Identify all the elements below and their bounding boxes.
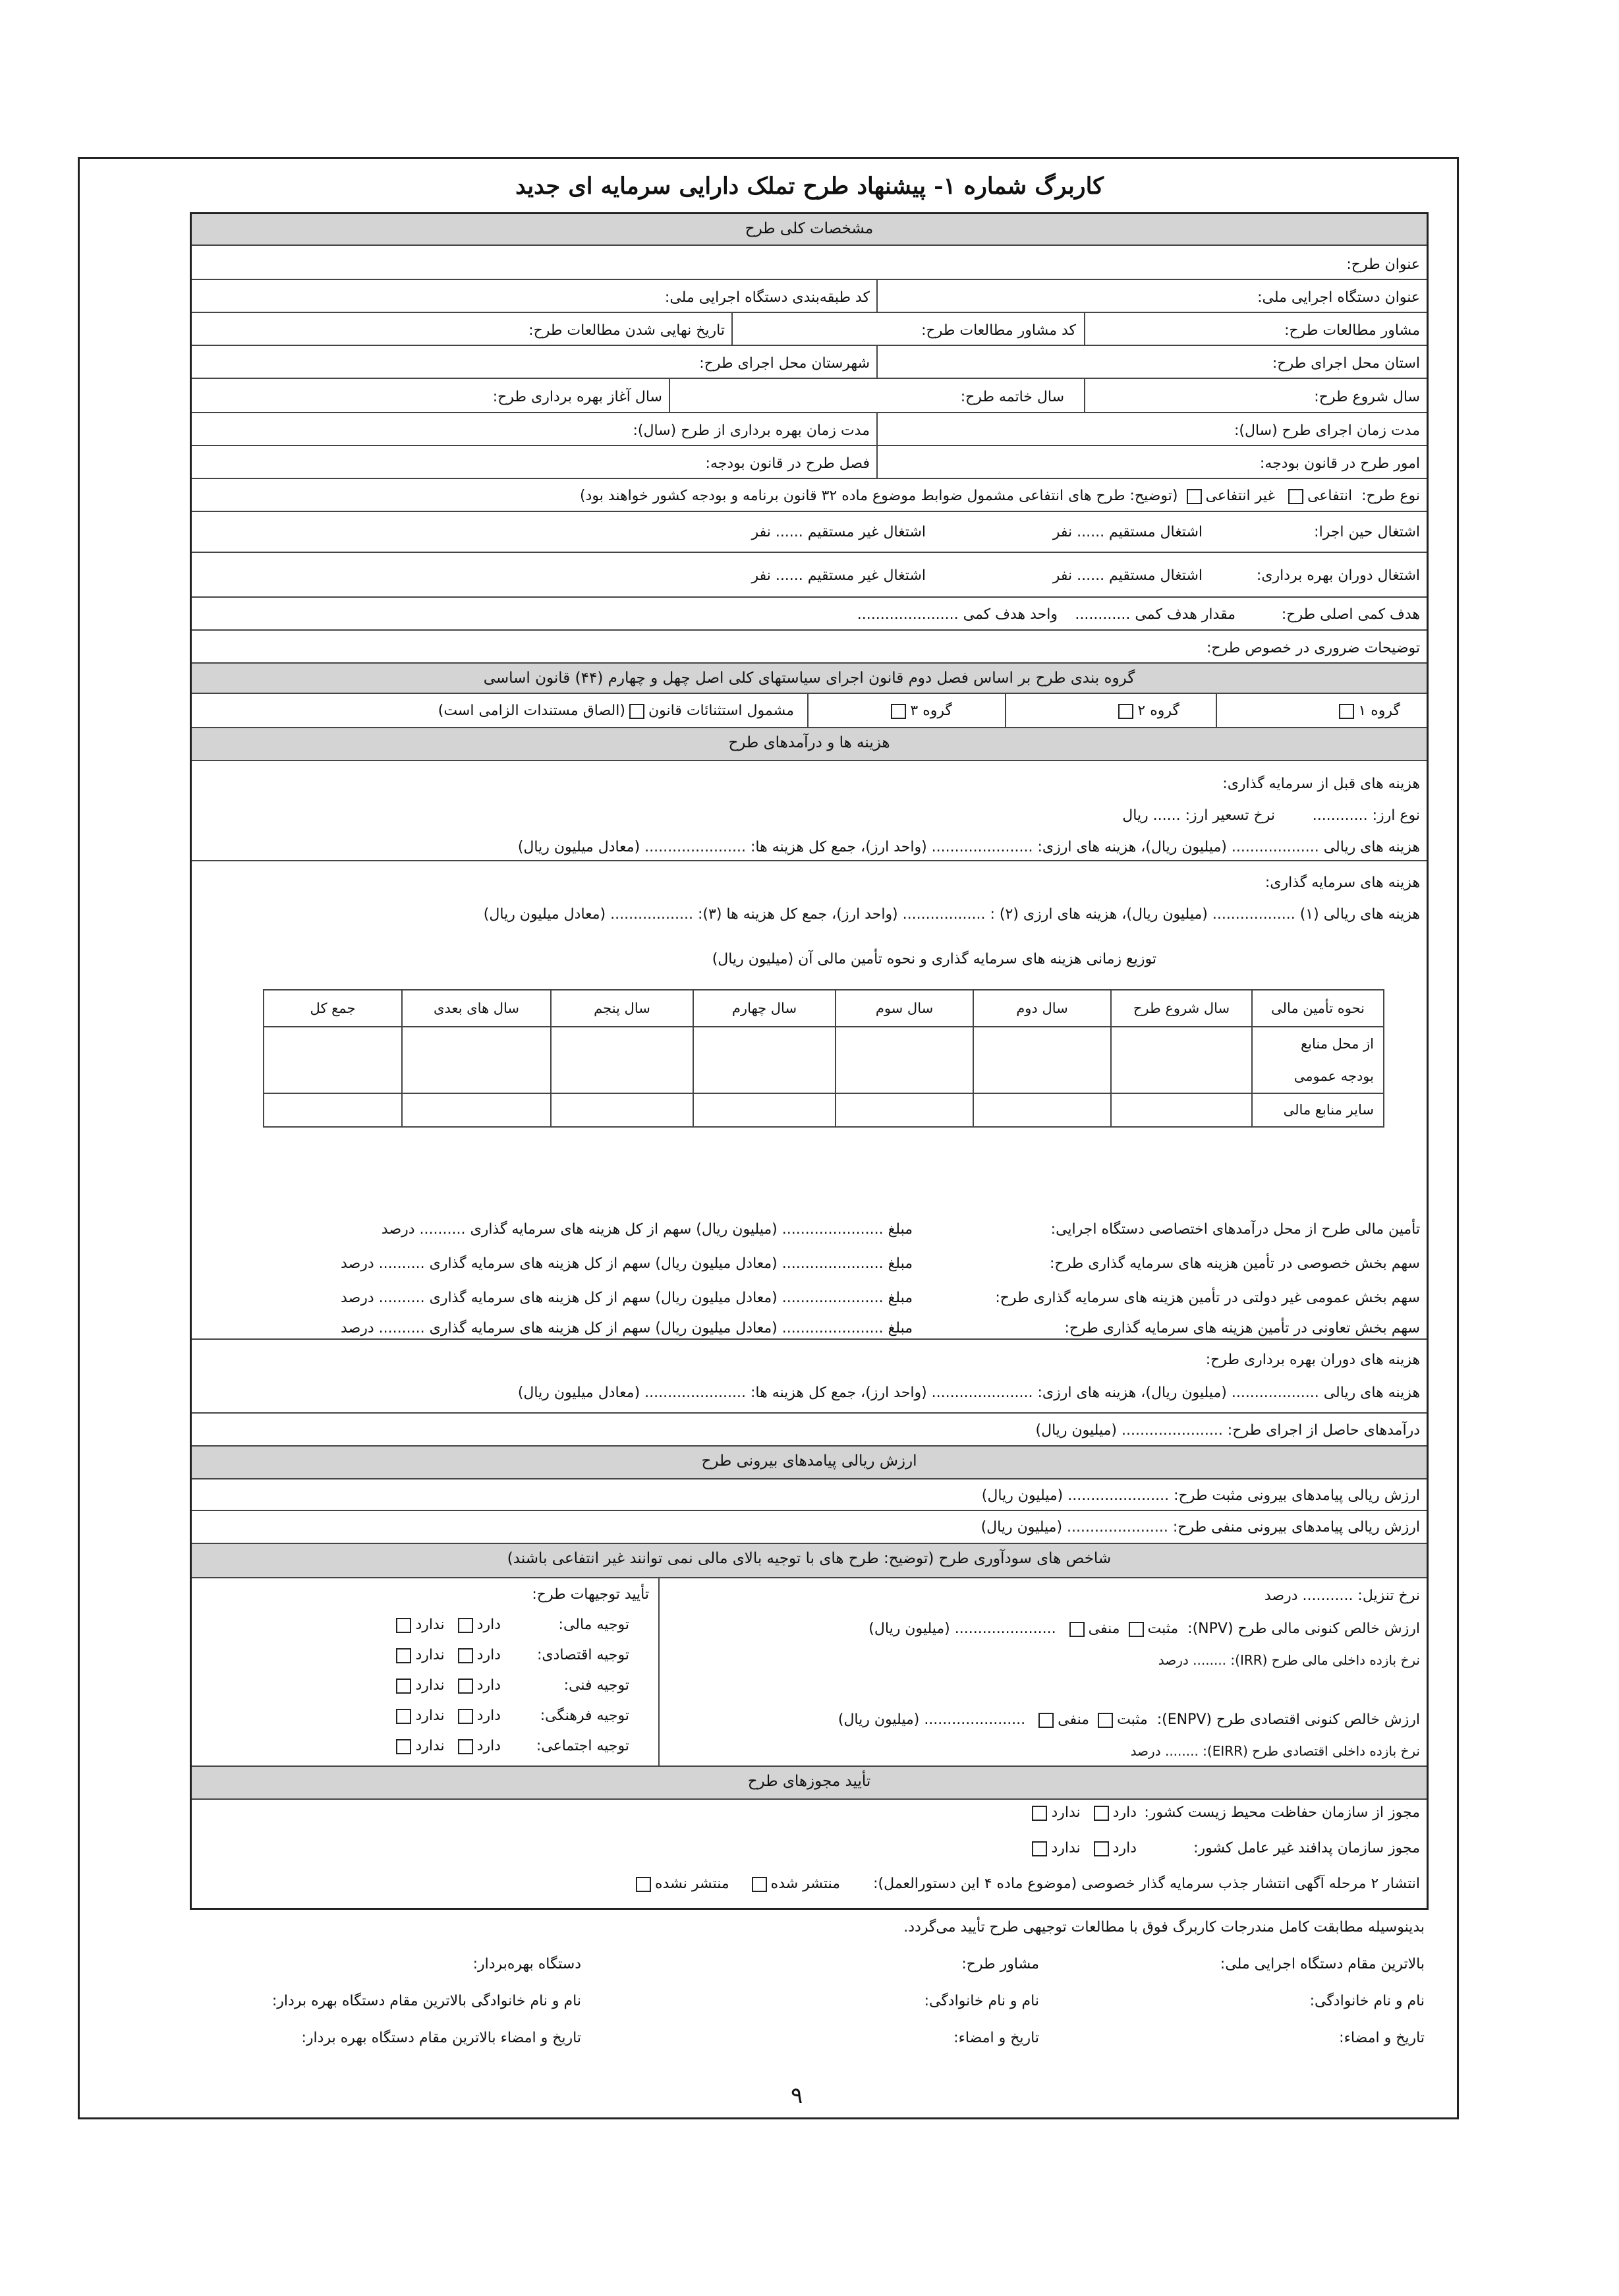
budget-chapter-label: فصل طرح در قانون بودجه: <box>705 455 870 472</box>
financial-hasnot-checkbox[interactable] <box>396 1618 411 1633</box>
section-profitability-header <box>192 1544 1427 1578</box>
type-profit-label: انتفاعی <box>1307 488 1353 504</box>
npv-negative-label: منفی <box>1088 1621 1120 1637</box>
table-cell[interactable] <box>551 1027 693 1093</box>
operation-start-label: سال آغاز بهره برداری طرح: <box>492 389 662 405</box>
table-header: سال شروع طرح <box>1111 990 1252 1027</box>
exchange-rate: نرخ تسعیر ارز: ...... ریال <box>1122 807 1275 824</box>
justif-options-cultural <box>392 1708 501 1724</box>
enpv-negative-label: منفی <box>1058 1711 1090 1728</box>
row-employment-exec <box>192 512 1427 553</box>
project-title-label: عنوان طرح: <box>1346 256 1420 273</box>
npv-positive-checkbox[interactable] <box>1129 1622 1144 1637</box>
row-target <box>192 598 1427 631</box>
duration-label: مدت زمان اجرای طرح (سال): <box>1234 422 1420 439</box>
group1-cell <box>1216 694 1427 727</box>
table-cell[interactable] <box>1111 1027 1252 1093</box>
exceptions-option <box>438 703 794 719</box>
section-external-header <box>192 1447 1427 1479</box>
row-external-positive <box>192 1479 1427 1511</box>
permit-env-label: مجوز از سازمان حفاظت محیط زیست کشور: <box>1144 1804 1420 1821</box>
table-header: سال چهارم <box>693 990 836 1027</box>
defense-has-checkbox[interactable] <box>1094 1841 1109 1856</box>
justif-label-economic: توجیه اقتصادی: <box>537 1647 629 1663</box>
agency-title-cell <box>876 280 1427 312</box>
finance-label-1: تأمین مالی طرح از محل درآمدهای اختصاصی دستگاه اجرایی: <box>1050 1221 1420 1238</box>
type-profit-checkbox[interactable] <box>1288 489 1303 504</box>
justif-label-social: توجیه اجتماعی: <box>536 1738 629 1754</box>
economic-hasnot-checkbox[interactable] <box>396 1648 411 1663</box>
table-row <box>264 1027 1384 1060</box>
form-title: کاربرگ شماره ۱- پیشنهاد طرح تملک دارایی سرمایه ای جدید <box>515 173 1104 200</box>
section-title: مشخصات کلی طرح <box>745 220 874 237</box>
exceptions-note: (الصاق مستندات الزامی است) <box>438 703 625 719</box>
row-project-title <box>192 246 1427 280</box>
pre-costs-line: هزینه های ریالی ................... (میلیون ریال)، هزینه های ارزی: ...................... (واحد ارز)، جمع کل هزینه ها: ...................... (معادل میلیون ریال) <box>517 839 1420 855</box>
hasnot-label: ندارد <box>1051 1804 1081 1821</box>
signer-consultant-name: نام و نام خانوادگی: <box>924 1993 1039 2009</box>
social-hasnot-checkbox[interactable] <box>396 1739 411 1754</box>
section-title: هزینه ها و درآمدهای طرح <box>728 734 890 751</box>
justif-options-technical <box>392 1677 501 1694</box>
permit-env-options <box>1028 1804 1137 1821</box>
consultant-code-label: کد مشاور مطالعات طرح: <box>921 322 1076 339</box>
table-cell[interactable] <box>264 1093 402 1127</box>
table-cell[interactable] <box>264 1027 402 1093</box>
agency-title-label: عنوان دستگاه اجرایی ملی: <box>1257 289 1420 306</box>
profitability-block <box>192 1578 1427 1767</box>
enpv-label: ارزش خالص کنونی اقتصادی طرح (ENPV): <box>1156 1711 1420 1728</box>
group2-option <box>1114 703 1179 719</box>
hasnot-label: ندارد <box>415 1738 445 1754</box>
justification-title: تأیید توجیهات طرح: <box>532 1586 649 1603</box>
end-year-label: سال خاتمه طرح: <box>960 389 1064 405</box>
signer-agency-title: بالاترین مقام دستگاه اجرایی ملی: <box>1220 1956 1425 1972</box>
group3-checkbox[interactable] <box>891 704 906 719</box>
row-consultant <box>192 313 1427 346</box>
type-line <box>580 488 1420 504</box>
table-header: سال سوم <box>836 990 973 1027</box>
justif-options-social <box>392 1738 501 1754</box>
enpv-value: ...................... (میلیون ریال) <box>838 1711 1026 1728</box>
justif-label-cultural: توجیه فرهنگی: <box>540 1708 629 1724</box>
section-grouping-header <box>192 664 1427 694</box>
npv-positive-label: مثبت <box>1147 1621 1179 1637</box>
duration-cell <box>876 413 1427 445</box>
consultant-code-cell <box>731 313 1084 345</box>
irr-line: نرخ بازده داخلی مالی طرح (IRR): ........ درصد <box>1158 1652 1420 1668</box>
finance-label-4: سهم بخش تعاونی در تأمین هزینه های سرمایه گذاری طرح: <box>1064 1320 1420 1336</box>
has-label: دارد <box>1112 1840 1137 1856</box>
group2-cell <box>1005 694 1216 727</box>
finance-value-1: مبلغ ...................... (میلیون ریال) سهم از کل هزینه های سرمایه گذاری .......... درصد <box>381 1221 913 1238</box>
revenue-line: درآمدهای حاصل از اجرای طرح: ...................... (میلیون ریال) <box>1035 1422 1420 1439</box>
has-label: دارد <box>476 1647 501 1663</box>
cost-distribution-table <box>263 989 1384 1128</box>
justif-label-financial: توجیه مالی: <box>558 1617 629 1633</box>
row-employment-op <box>192 553 1427 598</box>
cultural-has-checkbox[interactable] <box>458 1709 473 1724</box>
dist-title: توزیع زمانی هزینه های سرمایه گذاری و نحوه تأمین مالی آن (میلیون ریال) <box>712 951 1156 967</box>
row-external-negative <box>192 1511 1427 1544</box>
page-number: ۹ <box>791 2082 803 2109</box>
hasnot-label: ندارد <box>415 1677 445 1694</box>
investment-block <box>192 861 1427 1340</box>
justif-options-economic <box>392 1647 501 1663</box>
has-label: دارد <box>1112 1804 1137 1821</box>
signer-agency-name: نام و نام خانوادگی: <box>1309 1993 1425 2009</box>
group3-label: گروه ۳ <box>910 703 952 719</box>
consultant-label: مشاور مطالعات طرح: <box>1284 322 1420 339</box>
indices-cell <box>658 1578 1427 1765</box>
table-cell[interactable] <box>402 1027 551 1093</box>
table-cell[interactable] <box>836 1093 973 1127</box>
start-year-cell <box>1084 379 1427 412</box>
op-costs-label: هزینه های دوران بهره برداری طرح: <box>1205 1352 1420 1368</box>
operation-costs-block <box>192 1340 1427 1414</box>
row-agency <box>192 280 1427 313</box>
signer-operator-title: دستگاه بهره‌بردار: <box>472 1956 581 1972</box>
finance-label-2: سهم بخش خصوصی در تأمین هزینه های سرمایه گذاری طرح: <box>1049 1255 1420 1272</box>
permits-box <box>190 1796 1429 1910</box>
budget-affairs-label: امور طرح در قانون بودجه: <box>1259 455 1420 472</box>
section-title: گروه بندی طرح بر اساس فصل دوم قانون اجرای سیاستهای کلی اصل چهل و چهارم (۴۴) قانون اساسی <box>483 670 1135 687</box>
table-header: سال دوم <box>973 990 1111 1027</box>
employment-exec-direct: اشتغال مستقیم ...... نفر <box>1052 524 1203 540</box>
employment-op-label: اشتغال دوران بهره برداری: <box>1256 567 1420 584</box>
agency-code-label: کد طبقه‌بندی دستگاه اجرایی ملی: <box>664 289 870 306</box>
notes-label: توضیحات ضروری در خصوص طرح: <box>1206 640 1420 656</box>
hasnot-label: ندارد <box>415 1708 445 1724</box>
has-label: دارد <box>476 1617 501 1633</box>
technical-has-checkbox[interactable] <box>458 1679 473 1694</box>
group2-checkbox[interactable] <box>1118 704 1133 719</box>
table-cell[interactable] <box>973 1027 1111 1093</box>
has-label: دارد <box>476 1708 501 1724</box>
env-has-checkbox[interactable] <box>1094 1806 1109 1821</box>
pre-investment-block <box>192 761 1427 861</box>
table-cell[interactable] <box>1111 1093 1252 1127</box>
table-cell[interactable] <box>402 1093 551 1127</box>
signer-operator-name: نام و نام خانوادگی بالاترین مقام دستگاه بهره بردار: <box>271 1993 581 2009</box>
economic-has-checkbox[interactable] <box>458 1648 473 1663</box>
external-negative: ارزش ریالی پیامدهای بیرونی منفی طرح: ...................... (میلیون ریال) <box>980 1519 1420 1535</box>
row-budget <box>192 446 1427 479</box>
start-year-label: سال شروع طرح: <box>1314 389 1420 405</box>
invest-label: هزینه های سرمایه گذاری: <box>1264 875 1420 891</box>
group2-label: گروه ۲ <box>1137 703 1179 719</box>
currency-type: نوع ارز: ............ <box>1312 807 1420 824</box>
group3-option <box>887 703 952 719</box>
table-header: نحوه تأمین مالی <box>1252 990 1384 1027</box>
signer-consultant-title: مشاور طرح: <box>961 1956 1039 1972</box>
group1-checkbox[interactable] <box>1339 704 1354 719</box>
type-note: (توضیح: طرح های انتفاعی مشمول ضوابط موضوع ماده ۳۲ قانون برنامه و بودجه کشور خواهند بود) <box>579 488 1178 504</box>
has-label: دارد <box>476 1738 501 1754</box>
type-nonprofit-checkbox[interactable] <box>1187 489 1202 504</box>
county-label: شهرستان محل اجرای طرح: <box>699 355 870 372</box>
exceptions-checkbox[interactable] <box>629 704 644 719</box>
operation-duration-label: مدت زمان بهره برداری از طرح (سال): <box>633 422 870 439</box>
row-location <box>192 346 1427 379</box>
signer-operator-date: تاریخ و امضاء بالاترین مقام دستگاه بهره بردار: <box>301 2030 581 2046</box>
npv-negative-checkbox[interactable] <box>1069 1622 1085 1637</box>
hasnot-label: ندارد <box>415 1617 445 1633</box>
finance-value-3: مبلغ ...................... (معادل میلیون ریال) سهم از کل هزینه های سرمایه گذاری .......... درصد <box>341 1290 913 1306</box>
permit-publish-label: انتشار ۲ مرحله آگهی انتشار جذب سرمایه گذار خصوصی (موضوع ماده ۴ این دستورالعمل): <box>873 1876 1420 1892</box>
enpv-negative-checkbox[interactable] <box>1038 1713 1054 1728</box>
justif-options-financial <box>392 1617 501 1633</box>
form-body <box>190 212 1429 1796</box>
row-duration <box>192 413 1427 446</box>
published-label: منتشر شده <box>770 1876 840 1892</box>
section-costs-header <box>192 728 1427 761</box>
financial-has-checkbox[interactable] <box>458 1618 473 1633</box>
type-label: نوع طرح: <box>1361 488 1420 504</box>
cultural-hasnot-checkbox[interactable] <box>396 1709 411 1724</box>
row-type <box>192 479 1427 512</box>
table-cell[interactable] <box>836 1027 973 1093</box>
section-general-header <box>192 214 1427 246</box>
exceptions-label: مشمول استثنائات قانون <box>648 703 794 719</box>
not-published-label: منتشر نشده <box>655 1876 729 1892</box>
type-nonprofit-label: غیر انتفاعی <box>1205 488 1275 504</box>
eirr-line: نرخ بازده داخلی اقتصادی طرح (EIRR): ........ درصد <box>1130 1743 1420 1759</box>
npv-value: ...................... (میلیون ریال) <box>868 1621 1056 1637</box>
defense-hasnot-checkbox[interactable] <box>1032 1841 1047 1856</box>
permit-defense-options <box>1028 1840 1137 1856</box>
confirmation-statement: بدینوسیله مطابقت کامل مندرجات کاربرگ فوق با مطالعات توجیهی طرح تأیید می‌گردد. <box>903 1919 1425 1936</box>
section-title: تأیید مجوزهای طرح <box>747 1773 871 1790</box>
table-cell[interactable] <box>973 1093 1111 1127</box>
npv-line <box>868 1621 1420 1637</box>
province-label: استان محل اجرای طرح: <box>1272 355 1420 372</box>
external-positive: ارزش ریالی پیامدهای بیرونی مثبت طرح: ...................... (میلیون ریال) <box>981 1487 1420 1504</box>
group1-option <box>1335 703 1400 719</box>
target-label: هدف کمی اصلی طرح: <box>1281 606 1420 623</box>
group1-label: گروه ۱ <box>1358 703 1400 719</box>
op-costs-line: هزینه های ریالی ................... (میلیون ریال)، هزینه های ارزی: ...................... (واحد ارز)، جمع کل هزینه ها: ...................... (معادل میلیون ریال) <box>517 1385 1420 1401</box>
table-header: جمع کل <box>264 990 402 1027</box>
section-title: شاخص های سودآوری طرح (توضیح: طرح های با توجیه بالای مالی نمی توانند غیر انتفاعی باشند) <box>507 1550 1112 1567</box>
table-cell[interactable] <box>693 1027 836 1093</box>
employment-op-indirect: اشتغال غیر مستقیم ...... نفر <box>751 567 926 584</box>
row-label: سایر منابع مالی <box>1252 1093 1384 1127</box>
table-header: سال های بعدی <box>402 990 551 1027</box>
target-unit: واحد هدف کمی ...................... <box>857 606 1058 623</box>
discount-rate: نرخ تنزیل: ........... درصد <box>1264 1588 1420 1604</box>
table-header-row <box>264 990 1384 1027</box>
enpv-positive-label: مثبت <box>1117 1711 1148 1728</box>
table-cell[interactable] <box>693 1093 836 1127</box>
row-years <box>192 379 1427 413</box>
study-date-label: تاریخ نهایی شدن مطالعات طرح: <box>528 322 725 339</box>
employment-exec-label: اشتغال حین اجرا: <box>1314 524 1420 540</box>
signer-agency-date: تاریخ و امضاء: <box>1339 2030 1425 2046</box>
row-groups <box>192 694 1427 728</box>
hasnot-label: ندارد <box>415 1647 445 1663</box>
enpv-positive-checkbox[interactable] <box>1098 1713 1113 1728</box>
end-year-cell <box>669 379 1084 412</box>
finance-value-2: مبلغ ...................... (معادل میلیون ریال) سهم از کل هزینه های سرمایه گذاری .......... درصد <box>341 1255 913 1272</box>
employment-op-direct: اشتغال مستقیم ...... نفر <box>1052 567 1203 584</box>
consultant-cell <box>1084 313 1427 345</box>
group3-cell <box>807 694 1005 727</box>
env-hasnot-checkbox[interactable] <box>1032 1806 1047 1821</box>
table-header: سال پنجم <box>551 990 693 1027</box>
not-published-checkbox[interactable] <box>636 1877 651 1892</box>
published-checkbox[interactable] <box>752 1877 767 1892</box>
permit-publish-options <box>632 1876 840 1892</box>
province-cell <box>876 346 1427 378</box>
permit-defense-label: مجوز سازمان پدافند غیر عامل کشور: <box>1193 1840 1420 1856</box>
hasnot-label: ندارد <box>1051 1840 1081 1856</box>
row-notes <box>192 631 1427 664</box>
pre-invest-label: هزینه های قبل از سرمایه گذاری: <box>1222 776 1420 792</box>
justif-label-technical: توجیه فنی: <box>563 1677 629 1694</box>
social-has-checkbox[interactable] <box>458 1739 473 1754</box>
table-cell[interactable] <box>551 1093 693 1127</box>
has-label: دارد <box>476 1677 501 1694</box>
signer-consultant-date: تاریخ و امضاء: <box>953 2030 1039 2046</box>
invest-line: هزینه های ریالی (۱) .................. (میلیون ریال)، هزینه های ارزی (۲) : .................. (واحد ارز)، جمع کل هزینه ها (۳): .................. (معادل میلیون ریال) <box>483 906 1420 923</box>
row-label: از محل منابع <box>1252 1027 1384 1060</box>
finance-label-3: سهم بخش عمومی غیر دولتی در تأمین هزینه های سرمایه گذاری طرح: <box>995 1290 1420 1306</box>
npv-label: ارزش خالص کنونی مالی طرح (NPV): <box>1187 1621 1420 1637</box>
budget-affairs-cell <box>876 446 1427 478</box>
table-row <box>264 1093 1384 1127</box>
finance-value-4: مبلغ ...................... (معادل میلیون ریال) سهم از کل هزینه های سرمایه گذاری .......... درصد <box>341 1320 913 1336</box>
technical-hasnot-checkbox[interactable] <box>396 1679 411 1694</box>
row-label: بودجه عمومی <box>1252 1060 1384 1093</box>
section-permits-header <box>192 1767 1427 1800</box>
target-amount: مقدار هدف کمی ............ <box>1075 606 1236 623</box>
employment-exec-indirect: اشتغال غیر مستقیم ...... نفر <box>751 524 926 540</box>
section-title: ارزش ریالی پیامدهای بیرونی طرح <box>701 1452 917 1470</box>
row-revenue <box>192 1414 1427 1447</box>
enpv-line <box>838 1711 1420 1728</box>
